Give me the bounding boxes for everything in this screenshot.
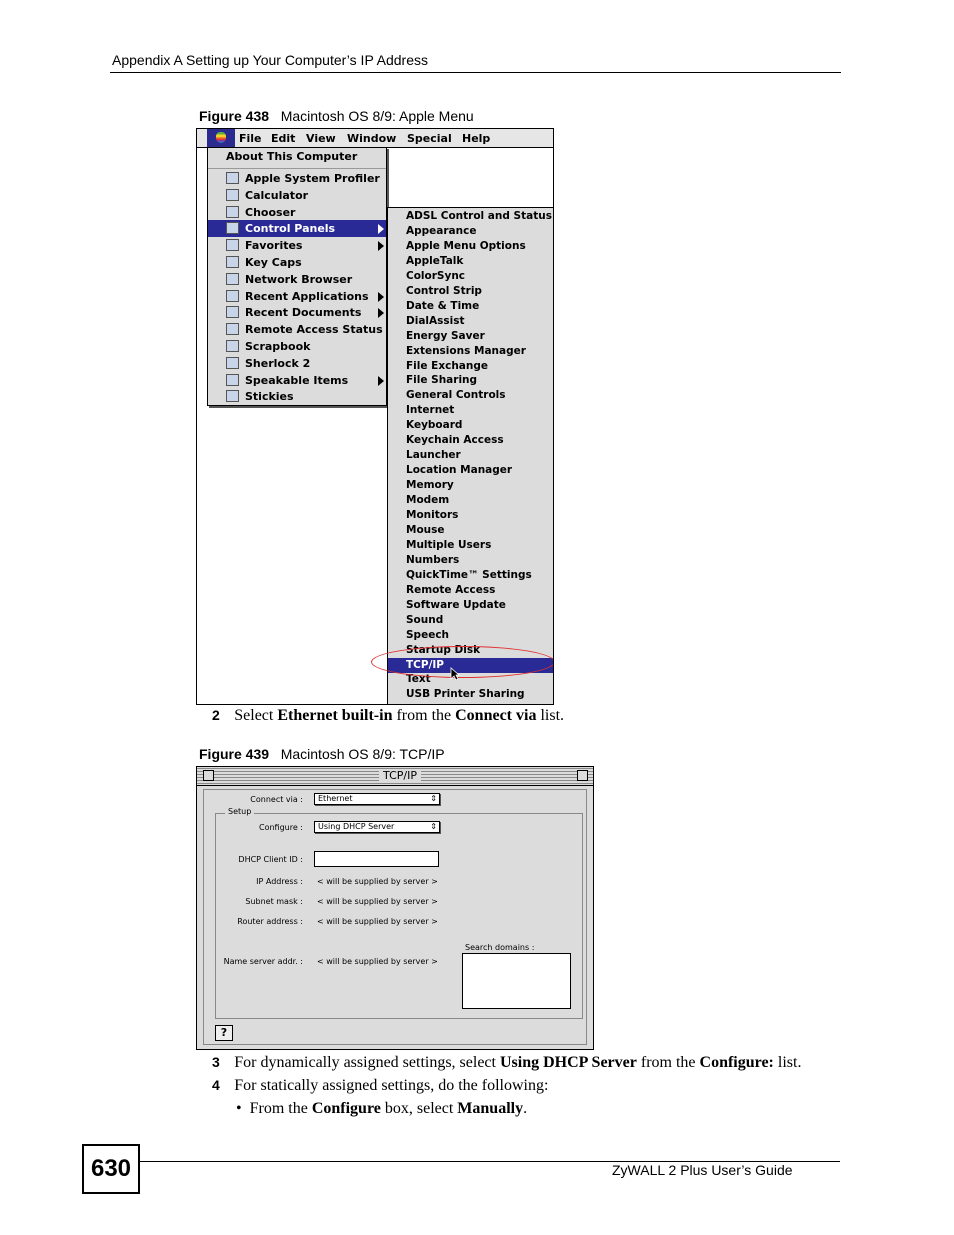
step-number: 3 [212, 1054, 220, 1070]
control-panel-item[interactable] [388, 508, 554, 523]
bullet-text: From the [249, 1100, 308, 1117]
app-icon [226, 340, 239, 352]
control-panel-item-label: USB Printer Sharing [406, 688, 525, 701]
connect-via-popup[interactable] [314, 793, 440, 805]
control-panel-item[interactable] [388, 463, 554, 478]
page-number: 630 [82, 1144, 140, 1194]
control-panel-item[interactable] [388, 418, 554, 433]
control-panel-item[interactable] [388, 538, 554, 553]
control-panel-item[interactable] [388, 598, 554, 613]
apple-menu-item[interactable] [208, 304, 386, 321]
step-text: list. [777, 1054, 802, 1071]
app-icon [226, 357, 239, 369]
control-panel-item-label: Control Strip [406, 284, 482, 297]
step-bold: Ethernet built-in [277, 707, 393, 724]
step-text: Select [234, 707, 274, 724]
control-panel-item[interactable] [388, 388, 554, 403]
page-header: Appendix A Setting up Your Computer’s IP Address [112, 52, 428, 68]
control-panel-item[interactable] [388, 224, 554, 239]
window-title: TCP/IP [379, 769, 421, 782]
connect-via-label: Connect via : [250, 795, 303, 804]
menu-window[interactable]: Window [347, 132, 397, 145]
control-panel-item[interactable] [388, 613, 554, 628]
control-panel-item[interactable] [388, 687, 554, 702]
app-icon [226, 222, 239, 234]
control-panel-item[interactable] [388, 493, 554, 508]
control-panel-item[interactable] [388, 373, 554, 388]
app-icon [226, 239, 239, 251]
control-panel-item-label: File Sharing [406, 374, 478, 387]
tcpip-window [196, 766, 594, 1050]
control-panel-item[interactable] [388, 568, 554, 583]
window-titlebar[interactable] [197, 767, 593, 786]
apple-menu-item-label: Chooser [245, 205, 296, 219]
bullet-bold: Manually [457, 1100, 524, 1117]
control-panel-item-label: Multiple Users [406, 538, 492, 551]
app-icon [226, 172, 239, 184]
menu-edit[interactable]: Edit [271, 132, 296, 145]
apple-menu-item[interactable] [208, 355, 386, 372]
control-panel-item[interactable] [388, 433, 554, 448]
help-button[interactable]: ? [215, 1025, 233, 1041]
submenu-arrow-icon [378, 241, 384, 251]
apple-menu-item-label: Favorites [245, 239, 303, 253]
submenu-arrow-icon [378, 224, 384, 234]
apple-menu-item-label: Network Browser [245, 272, 353, 286]
apple-menu-item[interactable] [208, 254, 386, 271]
control-panel-item-label: Keyboard [406, 419, 463, 432]
control-panel-item-label: Energy Saver [406, 329, 485, 342]
control-panel-item-label: Software Update [406, 598, 506, 611]
submenu-arrow-icon [378, 292, 384, 302]
control-panel-item-label: Mouse [406, 523, 445, 536]
mouse-cursor-icon [450, 667, 460, 681]
figure-438-title: Macintosh OS 8/9: Apple Menu [280, 108, 474, 124]
control-panel-item-label: Appearance [406, 224, 477, 237]
control-panel-item[interactable] [388, 478, 554, 493]
control-panel-item-label: Numbers [406, 553, 460, 566]
ip-address-label: IP Address : [256, 877, 303, 886]
step-number: 2 [212, 707, 220, 723]
apple-menu-item[interactable] [208, 170, 386, 187]
control-panel-item-label: General Controls [406, 389, 506, 402]
about-this-computer[interactable]: About This Computer [226, 150, 358, 163]
control-panel-item-label: TCP/IP [406, 658, 445, 671]
apple-menu-item-label: Key Caps [245, 256, 302, 269]
control-panel-item[interactable] [388, 254, 554, 269]
bullet-icon: • [236, 1100, 242, 1117]
control-panel-item-label: Remote Access [406, 583, 496, 596]
app-icon [226, 323, 239, 335]
apple-menu-item-label: Scrapbook [245, 340, 311, 353]
control-panel-item-label: Startup Disk [406, 643, 481, 656]
apple-logo-icon [216, 132, 226, 143]
app-icon [226, 206, 239, 218]
apple-menu-item[interactable] [208, 372, 386, 389]
apple-menu-item-label: Control Panels [245, 222, 336, 236]
control-panel-item[interactable] [388, 209, 554, 224]
header-rule [110, 72, 841, 73]
configure-value: Using DHCP Server [318, 822, 395, 831]
control-panel-item-label: AppleTalk [406, 254, 464, 267]
close-box-icon[interactable] [203, 770, 214, 781]
menu-file[interactable]: File [239, 132, 262, 145]
app-icon [226, 273, 239, 285]
control-panel-item[interactable] [388, 239, 554, 254]
step-text: For statically assigned settings, do the following: [234, 1077, 549, 1094]
search-domains-field[interactable] [462, 953, 571, 1009]
subnet-mask-label: Subnet mask : [245, 897, 303, 906]
setup-label: Setup [225, 807, 254, 816]
zoom-box-icon[interactable] [577, 770, 588, 781]
connect-via-value: Ethernet [318, 794, 353, 803]
control-panel-item-label: ADSL Control and Status [406, 210, 552, 222]
app-icon [226, 390, 239, 402]
control-panel-item[interactable] [388, 403, 554, 418]
apple-menu-item[interactable] [208, 220, 386, 237]
control-panel-item[interactable] [388, 344, 554, 359]
apple-menu-item-label: Recent Applications [245, 289, 369, 303]
apple-menu-item[interactable] [208, 204, 386, 221]
step-text: from the [640, 1054, 696, 1071]
apple-menu-item-label: Stickies [245, 390, 294, 404]
bullet-bold: Configure [311, 1100, 381, 1117]
control-panel-item[interactable] [388, 284, 554, 299]
control-panel-item[interactable] [388, 329, 554, 344]
control-panel-item-label: Keychain Access [406, 434, 504, 447]
control-panel-item-label: Text [406, 673, 431, 686]
apple-menu-dropdown [207, 147, 387, 406]
control-panel-item-label: ColorSync [406, 269, 466, 282]
figure-439-label: Figure 439 [199, 746, 270, 762]
apple-menu-item[interactable] [208, 237, 386, 254]
configure-popup[interactable] [314, 821, 440, 833]
control-panels-submenu [387, 207, 554, 705]
apple-menu-item[interactable] [208, 187, 386, 204]
control-panel-item[interactable] [388, 299, 554, 314]
step-text: from the [396, 707, 452, 724]
router-address-label: Router address : [237, 917, 303, 926]
figure-439-title: Macintosh OS 8/9: TCP/IP [280, 746, 445, 762]
control-panel-item-label: Speech [406, 628, 450, 641]
figure-438-caption [199, 108, 474, 124]
control-panel-item-label: Apple Menu Options [406, 239, 526, 252]
submenu-arrow-icon [378, 376, 384, 386]
control-panel-item[interactable] [388, 523, 554, 538]
bullet-text: . [523, 1100, 528, 1117]
step-number: 4 [212, 1077, 220, 1093]
name-server-value: < will be supplied by server > [317, 957, 438, 966]
step-bold: Configure: [699, 1054, 774, 1071]
control-panel-item-label: Memory [406, 479, 454, 492]
popup-arrows-icon: ⇕ [430, 794, 437, 803]
step-3 [212, 1054, 801, 1072]
control-panel-item-label: Location Manager [406, 464, 513, 477]
popup-arrows-icon: ⇕ [430, 822, 437, 831]
apple-menu-item-label: Calculator [245, 188, 309, 202]
step-bold: Using DHCP Server [499, 1054, 637, 1071]
apple-menu-item[interactable] [208, 321, 386, 338]
apple-menu-item[interactable] [208, 271, 386, 288]
apple-menu-item-label: Sherlock 2 [245, 356, 311, 370]
control-panel-item-label: DialAssist [406, 314, 465, 327]
apple-menu-item-label: Remote Access Status [245, 323, 383, 337]
control-panel-item[interactable] [388, 553, 554, 568]
mac-menubar [197, 129, 553, 148]
guide-title: ZyWALL 2 Plus User’s Guide [612, 1162, 793, 1178]
search-domains-label: Search domains : [465, 943, 535, 952]
apple-menu-item-label: Recent Documents [245, 306, 362, 320]
apple-menu-item[interactable] [208, 338, 386, 355]
dhcp-client-id-label: DHCP Client ID : [238, 855, 303, 864]
control-panel-item-label: Modem [406, 494, 450, 507]
apple-menu-item[interactable] [208, 288, 386, 305]
control-panel-item-label: Sound [406, 613, 444, 626]
apple-menu-item-label: Speakable Items [245, 373, 349, 387]
menu-view[interactable]: View [306, 132, 336, 145]
app-icon [226, 189, 239, 201]
configure-label: Configure : [258, 823, 303, 832]
apple-menu-item[interactable] [208, 388, 386, 405]
control-panel-item[interactable] [388, 628, 554, 643]
control-panel-item[interactable] [388, 314, 554, 329]
bullet-text: box, select [384, 1100, 454, 1117]
bullet-item [236, 1100, 527, 1118]
control-panel-item-label: QuickTime™ Settings [406, 568, 532, 581]
app-icon [226, 290, 239, 302]
step-2 [212, 707, 564, 725]
control-panel-item-label: Internet [406, 404, 455, 417]
menu-special[interactable]: Special [407, 132, 452, 145]
control-panel-item-label: Launcher [406, 449, 461, 462]
control-panel-item-label: Extensions Manager [406, 344, 526, 357]
apple-menu-screenshot [196, 128, 554, 705]
control-panel-item[interactable] [388, 583, 554, 598]
control-panel-item-label: Date & Time [406, 299, 480, 312]
apple-menu-item-label: Apple System Profiler [245, 172, 380, 185]
control-panel-item-label: Monitors [406, 509, 459, 521]
router-address-value: < will be supplied by server > [317, 917, 438, 926]
figure-438-label: Figure 438 [199, 108, 270, 124]
name-server-label: Name server addr. : [223, 957, 303, 966]
step-text: list. [540, 707, 565, 724]
figure-439-caption [199, 746, 445, 762]
app-icon [226, 306, 239, 318]
control-panel-item[interactable] [388, 359, 554, 374]
control-panel-item-label: File Exchange [406, 359, 488, 372]
control-panel-item[interactable] [388, 269, 554, 284]
control-panel-item[interactable] [388, 448, 554, 463]
menu-help[interactable]: Help [462, 132, 491, 145]
submenu-arrow-icon [378, 308, 384, 318]
app-icon [226, 256, 239, 268]
step-4 [212, 1077, 548, 1095]
highlight-ellipse [371, 646, 554, 678]
dhcp-client-id-field[interactable] [314, 851, 439, 867]
subnet-mask-value: < will be supplied by server > [317, 897, 438, 906]
apple-menu-button[interactable] [207, 129, 235, 147]
step-bold: Connect via [455, 707, 537, 724]
app-icon [226, 374, 239, 386]
menu-separator [208, 168, 386, 169]
step-text: For dynamically assigned settings, select [234, 1054, 496, 1071]
ip-address-value: < will be supplied by server > [317, 877, 438, 886]
